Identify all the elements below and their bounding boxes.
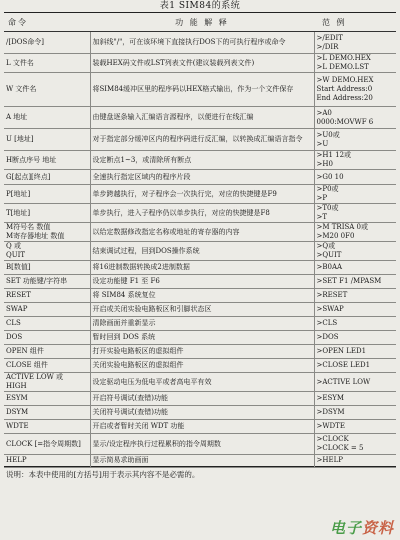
table-row (4, 406, 396, 420)
table-row (4, 151, 396, 170)
table-row (4, 54, 396, 73)
watermark-logo: 电子资料 (329, 519, 394, 537)
description-cell: 对于指定部分缓冲区内的程序码进行反汇编，以转换成汇编语言指令 (90, 129, 314, 151)
table-row (4, 185, 396, 204)
command-cell: Q 或 QUIT (4, 242, 90, 261)
command-cell: CLOSE 组件 (4, 359, 90, 373)
table-row (4, 275, 396, 289)
example-cell: >/EDIT >/DIR (314, 32, 396, 54)
example-cell: >Q或 >QUIT (314, 242, 396, 261)
example-cell: >T0或 >T (314, 204, 396, 223)
command-cell: U [地址] (4, 129, 90, 151)
command-cell: L 文件名 (4, 54, 90, 73)
description-cell: 加斜线"/"，可在该环境下直接执行DOS下的可执行程序或命令 (90, 32, 314, 54)
example-cell: >B0AA (314, 261, 396, 275)
header-function: 功 能 解 释 (90, 13, 314, 32)
example-cell: >L DEMO.HEX >L DEMO.LST (314, 54, 396, 73)
example-cell: >DSYM (314, 406, 396, 420)
table-row (4, 170, 396, 185)
example-cell: >SET F1 /MPASM (314, 275, 396, 289)
description-cell: 暂时回到 DOS 系统 (90, 331, 314, 345)
table-row (4, 261, 396, 275)
description-cell: 单步执行，进入子程序仍以单步执行，对应的快捷键是F8 (90, 204, 314, 223)
table-row (4, 242, 396, 261)
command-cell: G[起点][终点] (4, 170, 90, 185)
table-row (4, 73, 396, 107)
command-cell: DSYM (4, 406, 90, 420)
table-row (4, 317, 396, 331)
description-cell: 装载HEX码文件或LST列表文件(建议装载列表文件) (90, 54, 314, 73)
description-cell: 设定断点1~3，或清除所有断点 (90, 151, 314, 170)
example-cell: >SWAP (314, 303, 396, 317)
command-cell: T[地址] (4, 204, 90, 223)
description-cell: 单步跨越执行，对子程序会一次执行完，对应的快捷键是F9 (90, 185, 314, 204)
header-example: 范 例 (314, 13, 396, 32)
example-cell: >M TRISA 0或 >M20 0F0 (314, 223, 396, 242)
example-cell: >CLS (314, 317, 396, 331)
description-cell: 设定驱动电压为低电平或者高电平有效 (90, 373, 314, 392)
table-row (4, 204, 396, 223)
example-cell: >U0或 >U (314, 129, 396, 151)
command-cell: DOS (4, 331, 90, 345)
document-page (4, 0, 396, 540)
command-cell: W 文件名 (4, 73, 90, 107)
description-cell: 开启或者暂时关闭 WDT 功能 (90, 420, 314, 434)
table-row (4, 345, 396, 359)
table-header-row (4, 13, 396, 32)
example-cell: >ESYM (314, 392, 396, 406)
table-row (4, 32, 396, 54)
table-row (4, 107, 396, 129)
example-cell: >CLOCK >CLOCK = 5 (314, 434, 396, 455)
example-cell: >RESET (314, 289, 396, 303)
table-row (4, 223, 396, 242)
description-cell: 以给定数据修改指定名称或地址的寄存器的内容 (90, 223, 314, 242)
description-cell: 开启或关闭实验电路板区和引脚状态区 (90, 303, 314, 317)
command-cell: M符号名 数值 M寄存器地址 数值 (4, 223, 90, 242)
table-row (4, 455, 396, 467)
command-cell: A 地址 (4, 107, 90, 129)
description-cell: 显示/设定程序执行过程累积的指令周期数 (90, 434, 314, 455)
command-cell: WDTE (4, 420, 90, 434)
example-cell: >DOS (314, 331, 396, 345)
table-row (4, 331, 396, 345)
table-title: 表1 SIM84的系统 (159, 1, 241, 11)
header-command: 命令 (4, 13, 90, 32)
description-cell: 将SIM84缓冲区里的程序码以HEX格式输出，作为一个文件保存 (90, 73, 314, 107)
description-cell: 由键盘逐条输入汇编语言源程序，以便进行在线汇编 (90, 107, 314, 129)
description-cell: 关闭符号调试(查错)功能 (90, 406, 314, 420)
description-cell: 显示简易求助画面 (90, 455, 314, 467)
table-row (4, 129, 396, 151)
example-cell: >HELP (314, 455, 396, 467)
example-cell: >G0 10 (314, 170, 396, 185)
example-cell: >WDTE (314, 420, 396, 434)
command-cell: RESET (4, 289, 90, 303)
table-row (4, 420, 396, 434)
table-row (4, 359, 396, 373)
description-cell: 将16进制数据转换成2进制数据 (90, 261, 314, 275)
example-cell: >P0或 >P (314, 185, 396, 204)
description-cell: 开启符号调试(查错)功能 (90, 392, 314, 406)
description-cell: 打开实验电路板区的虚拟组件 (90, 345, 314, 359)
example-cell: >A0 0000:MOVWF 6 (314, 107, 396, 129)
description-cell: 结束调试过程，回到DOS操作系统 (90, 242, 314, 261)
command-cell: P[地址] (4, 185, 90, 204)
table-note: 说明：本表中使用的[方括号]用于表示其内容不是必需的。 (4, 467, 396, 482)
command-cell: /[DOS命令] (4, 32, 90, 54)
command-cell: OPEN 组件 (4, 345, 90, 359)
description-cell: 清除画面并重新显示 (90, 317, 314, 331)
table-row (4, 373, 396, 392)
command-cell: ACTIVE LOW 或 HIGH (4, 373, 90, 392)
example-cell: >W DEMO.HEX Start Address:0 End Address:20 (314, 73, 396, 107)
command-cell: CLS (4, 317, 90, 331)
description-cell: 全速执行指定区域内的程序片段 (90, 170, 314, 185)
command-cell: SET 功能键/字符串 (4, 275, 90, 289)
description-cell: 将 SIM84 系统复位 (90, 289, 314, 303)
table-row (4, 303, 396, 317)
description-cell: 关闭实验电路板区的虚拟组件 (90, 359, 314, 373)
command-cell: ESYM (4, 392, 90, 406)
command-cell: SWAP (4, 303, 90, 317)
table-row (4, 289, 396, 303)
table-row (4, 434, 396, 455)
command-cell: CLOCK [=指令周期数] (4, 434, 90, 455)
description-cell: 设定功能键 F1 至 F6 (90, 275, 314, 289)
example-cell: >H1 12或 >H0 (314, 151, 396, 170)
table-row (4, 392, 396, 406)
command-cell: H断点序号 地址 (4, 151, 90, 170)
command-cell: B[数值] (4, 261, 90, 275)
command-table (4, 12, 396, 467)
example-cell: >CLOSE LED1 (314, 359, 396, 373)
command-cell: HELP (4, 455, 90, 467)
example-cell: >ACTIVE LOW (314, 373, 396, 392)
example-cell: >OPEN LED1 (314, 345, 396, 359)
